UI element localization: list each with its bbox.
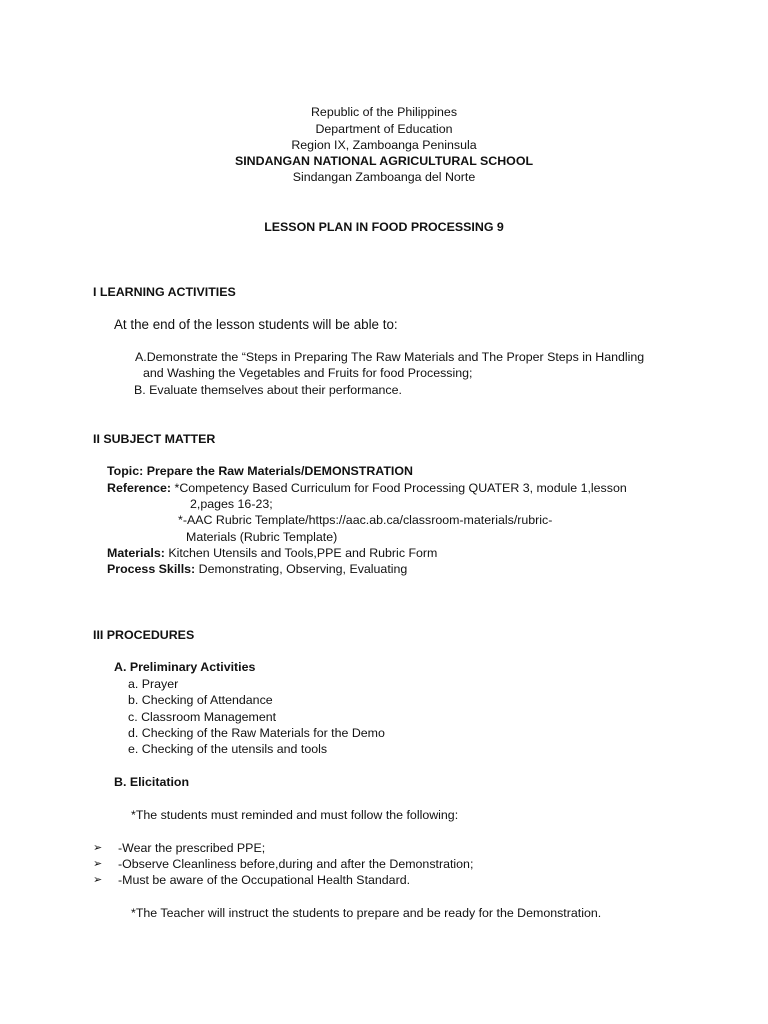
materials-line	[107, 545, 437, 561]
subject-heading: II SUBJECT MATTER	[93, 432, 216, 446]
arrow-bullet-icon: ➢	[93, 874, 103, 886]
list-item: -Wear the prescribed PPE;	[118, 841, 266, 855]
list-item: c. Classroom Management	[128, 710, 277, 724]
objective-b: B. Evaluate themselves about their performance.	[134, 383, 402, 397]
header-republic: Republic of the Philippines	[310, 105, 458, 119]
skills-line	[107, 561, 407, 577]
learning-heading: I LEARNING ACTIVITIES	[93, 285, 236, 299]
materials-label: Materials:	[107, 546, 165, 560]
arrow-bullet-icon: ➢	[93, 842, 103, 854]
materials-value: Kitchen Utensils and Tools,PPE and Rubric Form	[168, 546, 438, 560]
list-item: e. Checking of the utensils and tools	[128, 742, 328, 756]
list-item: a. Prayer	[128, 677, 179, 691]
header-department: Department of Education	[315, 122, 453, 136]
objective-a-line1: A.Demonstrate the “Steps in Preparing The Raw Materials and The Proper Steps in Handling	[135, 350, 645, 364]
list-item: -Observe Cleanliness before,during and after the Demonstration;	[118, 857, 474, 871]
arrow-bullet-icon: ➢	[93, 858, 103, 870]
reference-text-3: *-AAC Rubric Template/https://aac.ab.ca/classroom-materials/rubric-	[178, 513, 553, 527]
reference-text-2: 2,pages 16-23;	[190, 497, 273, 511]
list-item: -Must be aware of the Occupational Health Standard.	[118, 873, 411, 887]
reference-text-4: Materials (Rubric Template)	[186, 530, 338, 544]
list-item: b. Checking of Attendance	[128, 693, 273, 707]
reference-line	[107, 480, 627, 496]
topic-line	[107, 463, 413, 479]
topic-label: Topic:	[107, 464, 144, 478]
document-title: LESSON PLAN IN FOOD PROCESSING 9	[264, 220, 504, 234]
list-item: d. Checking of the Raw Materials for the Demo	[128, 726, 385, 740]
topic-value: Prepare the Raw Materials/DEMONSTRATION	[146, 464, 413, 478]
header-region: Region IX, Zamboanga Peninsula	[291, 138, 477, 152]
reference-text-1: *Competency Based Curriculum for Food Processing QUATER 3, module 1,lesson	[174, 481, 627, 495]
reference-label: Reference:	[107, 481, 172, 495]
header-address: Sindangan Zamboanga del Norte	[292, 170, 476, 184]
objective-a-line2: and Washing the Vegetables and Fruits for food Processing;	[143, 366, 473, 380]
elicitation-heading: B. Elicitation	[114, 775, 190, 789]
closing-note: *The Teacher will instruct the students to prepare and be ready for the Demonstration.	[131, 906, 602, 920]
preliminary-heading: A. Preliminary Activities	[114, 660, 256, 674]
skills-label: Process Skills:	[107, 562, 196, 576]
procedures-heading: III PROCEDURES	[93, 628, 195, 642]
elicitation-note: *The students must reminded and must follow the following:	[131, 808, 459, 822]
learning-intro: At the end of the lesson students will be able to:	[114, 317, 398, 332]
skills-value: Demonstrating, Observing, Evaluating	[198, 562, 408, 576]
header-school: SINDANGAN NATIONAL AGRICULTURAL SCHOOL	[234, 154, 534, 168]
